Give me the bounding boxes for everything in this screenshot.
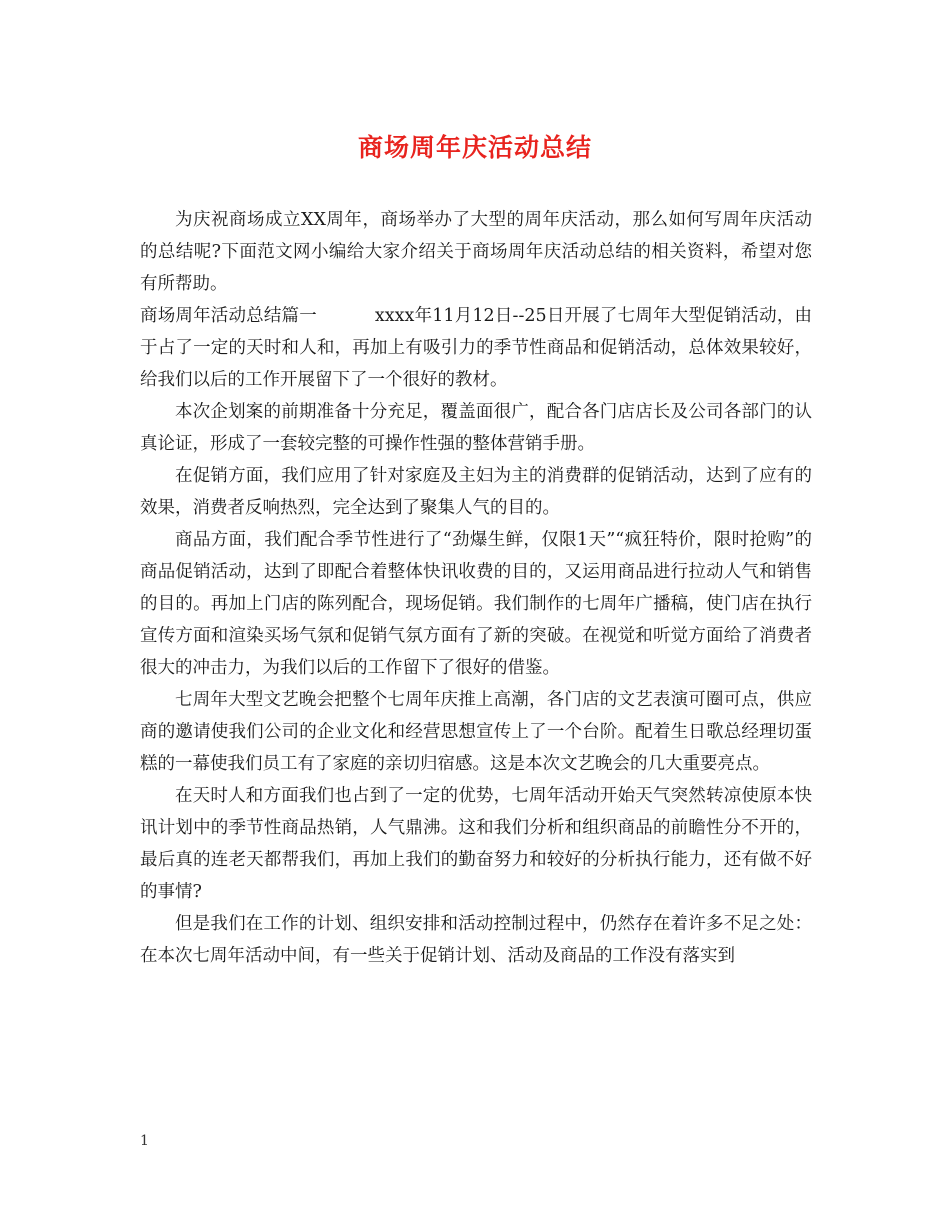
body-paragraph: 七周年大型文艺晚会把整个七周年庆推上高潮，各门店的文艺表演可圈可点，供应商的邀请使我们公司的企业文化和经营思想宣传上了一个台阶。配着生日歌总经理切蛋糕的一幕使我们员工有了家庭的亲切归宿感。这是本次文艺晚会的几大重要亮点。 (140, 690, 812, 774)
document-body (140, 204, 812, 972)
body-paragraph: 商品方面，我们配合季节性进行了“劲爆生鲜，仅限1天”“疯狂特价，限时抢购”的商品促销活动，达到了即配合着整体快讯收费的目的，又运用商品进行拉动人气和销售的目的。再加上门店的陈列配合，现场促销。我们制作的七周年广播稿，使门店在执行宣传方面和渲染买场气氛和促销气氛方面有了新的突破。在视觉和听觉方面给了消费者很大的冲击力，为我们以后的工作留下了很好的借鉴。 (140, 530, 812, 678)
body-paragraph: 本次企划案的前期准备十分充足，覆盖面很广，配合各门店店长及公司各部门的认真论证，形成了一套较完整的可操作性强的整体营销手册。 (140, 402, 812, 454)
page-number: 1 (140, 1133, 149, 1149)
section-lead: xxxx年11月12日--25日开展了七周年大型促销活动，由于占了一定的天时和人和，再加上有吸引力的季节性商品和促销活动，总体效果较好，给我们以后的工作开展留下了一个很好的教材。 (140, 306, 813, 390)
intro-paragraph: 为庆祝商场成立XX周年，商场举办了大型的周年庆活动，那么如何写周年庆活动的总结呢?下面范文网小编给大家介绍关于商场周年庆活动总结的相关资料，希望对您有所帮助。 (140, 210, 812, 294)
body-paragraph: 在天时人和方面我们也占到了一定的优势，七周年活动开始天气突然转凉使原本快讯计划中的季节性商品热销，人气鼎沸。这和我们分析和组织商品的前瞻性分不开的，最后真的连老天都帮我们，再加上我们的勤奋努力和较好的分析执行能力，还有做不好的事情? (140, 786, 812, 902)
body-paragraph: 但是我们在工作的计划、组织安排和活动控制过程中，仍然存在着许多不足之处：在本次七周年活动中间，有一些关于促销计划、活动及商品的工作没有落实到 (140, 914, 812, 966)
section-heading: 商场周年活动总结篇一 (140, 306, 317, 326)
body-paragraph: 在促销方面，我们应用了针对家庭及主妇为主的消费群的促销活动，达到了应有的效果，消费者反响热烈，完全达到了聚集人气的目的。 (140, 466, 812, 518)
section-paragraph (140, 300, 812, 396)
document-title: 商场周年庆活动总结 (357, 133, 592, 162)
